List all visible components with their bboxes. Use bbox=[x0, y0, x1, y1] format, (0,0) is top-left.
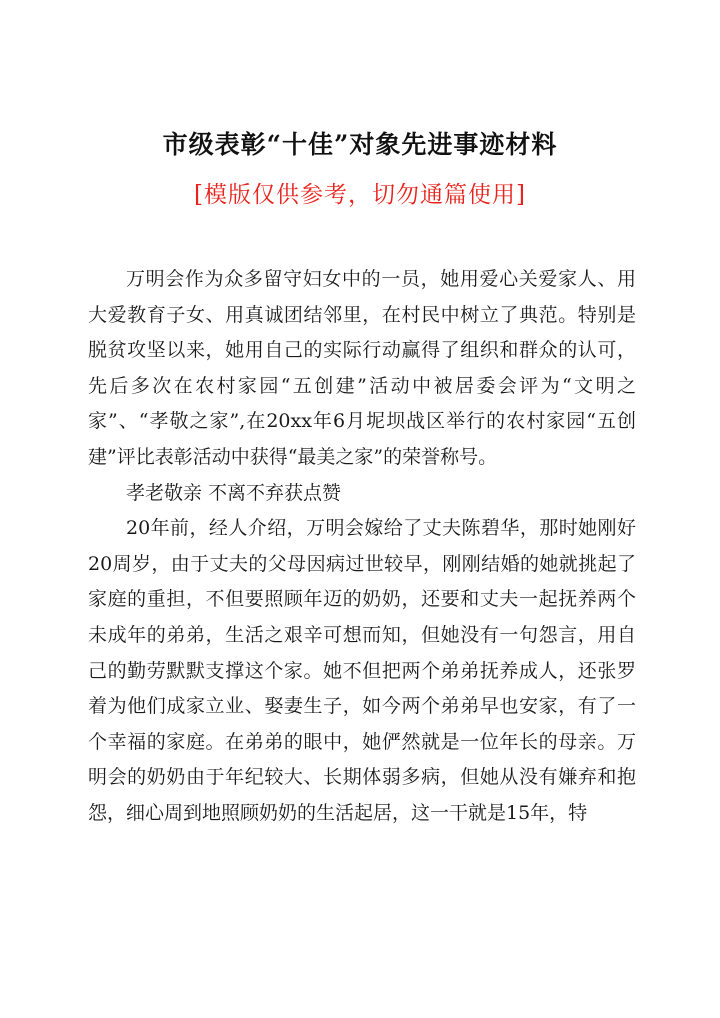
intro-paragraph: 万明会作为众多留守妇女中的一员，她用爱心关爱家人、用大爱教育子女、用真诚团结邻里，在村民中树立了典范。特别是脱贫攻坚以来，她用自己的实际行动赢得了组织和群众的认可，先后多次在农村家园“五创建”活动中被居委会评为“文明之家”、“孝敬之家”,在20xx年6月坭坝战区举行的农村家园“五创建”评比表彰活动中获得“最美之家”的荣誉称号。 bbox=[88, 268, 636, 468]
section-heading: 孝老敬亲 不离不弃获点赞 bbox=[126, 481, 342, 504]
document-body bbox=[88, 262, 636, 832]
document-title: 市级表彰“十佳”对象先进事迹材料 bbox=[162, 130, 558, 159]
template-notice: [模版仅供参考，切勿通篇使用] bbox=[194, 182, 526, 208]
story-paragraph: 20年前，经人介绍，万明会嫁给了丈夫陈碧华，那时她刚好20周岁，由于丈夫的父母因病过世较早，刚刚结婚的她就挑起了家庭的重担，不但要照顾年迈的奶奶，还要和丈夫一起抚养两个未成年的弟弟，生活之艰辛可想而知，但她没有一句怨言，用自己的勤劳默默支撑这个家。她不但把两个弟弟抚养成人，还张罗着为他们成家立业、娶妻生子，如今两个弟弟早也安家，有了一个幸福的家庭。在弟弟的眼中，她俨然就是一位年长的母亲。万明会的奶奶由于年纪较大、长期体弱多病，但她从没有嫌弃和抱怨，细心周到地照顾奶奶的生活起居，这一干就是15年，特 bbox=[88, 517, 636, 824]
